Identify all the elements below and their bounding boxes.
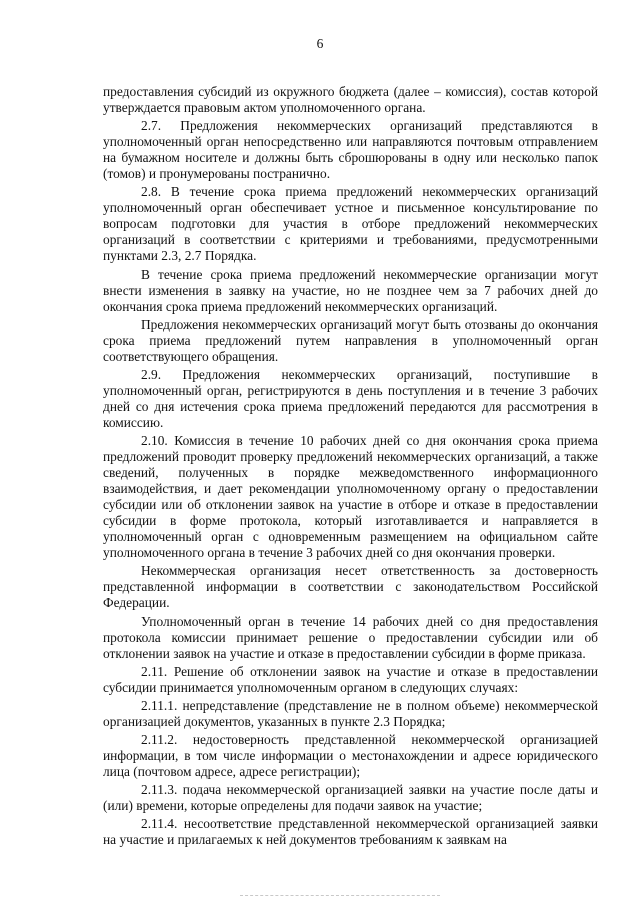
- paragraph: 2.11.4. несоответствие представленной некоммерческой организацией заявки на участие и прилагаемых к ней документов требованиям к заявкам на: [103, 816, 598, 848]
- paragraph: 2.11.2. недостоверность представленной некоммерческой организацией информации, в том числе информации о местонахождении и адресе юридического лица (почтовом адресе, адресе регистрации);: [103, 731, 598, 779]
- paragraph: Некоммерческая организация несет ответственность за достоверность представленной информации в соответствии с законодательством Российской Федерации.: [103, 563, 598, 611]
- paragraph: Уполномоченный орган в течение 14 рабочих дней со дня предоставления протокола комиссии принимает решение о предоставлении субсидии или об отклонении заявок на участие и отказе в предоставлении субсидии в форме приказа.: [103, 613, 598, 661]
- paragraph: 2.8. В течение срока приема предложений некоммерческих организаций уполномоченный орган обеспечивает устное и письменное консультирование по вопросам подготовки для участия в отборе предложений некоммерческих организаций в соответствии с критериями и требованиями, предусмотренными пунктами 2.3, 2.7 Порядка.: [103, 184, 598, 264]
- paragraph: 2.10. Комиссия в течение 10 рабочих дней со дня окончания срока приема предложений проводит проверку предложений некоммерческих организаций, а также сведений, полученных в порядке межведомственного информационного взаимодействия, и дает рекомендации уполномоченному органу о предоставлении субсидии или об отклонении заявок на участие в отборе и отказе в предоставлении субсидии в форме протокола, который изготавливается и направляется в уполномоченный орган с одновременным размещением на официальном сайте уполномоченного органа в течение 3 рабочих дней со дня окончания проверки.: [103, 432, 598, 561]
- document-body: [103, 84, 598, 848]
- scan-edge-mark: [240, 895, 440, 900]
- paragraph: 2.11.3. подача некоммерческой организацией заявки на участие после даты и (или) времени, которые определены для подачи заявок на участие;: [103, 781, 598, 814]
- paragraph: предоставления субсидий из окружного бюджета (далее – комиссия), состав которой утверждается правовым актом уполномоченного органа.: [103, 84, 598, 116]
- paragraph: 2.11. Решение об отклонении заявок на участие и отказе в предоставлении субсидии принимается уполномоченным органом в следующих случаях:: [103, 663, 598, 695]
- paragraph: В течение срока приема предложений некоммерческие организации могут внести изменения в заявку на участие, но не позднее чем за 7 рабочих дней до окончания срока приема предложений некоммерческих организаций.: [103, 266, 598, 314]
- paragraph: 2.7. Предложения некоммерческих организаций представляются в уполномоченный орган непосредственно или направляются почтовым отправлением на бумажном носителе и должны быть сброшюрованы в одну или несколько папок (томов) и пронумерованы постранично.: [103, 118, 598, 182]
- page-number: 6: [316, 36, 324, 51]
- paragraph: 2.11.1. непредставление (представление не в полном объеме) некоммерческой организацией документов, указанных в пункте 2.3 Порядка;: [103, 697, 598, 729]
- paragraph: Предложения некоммерческих организаций могут быть отозваны до окончания срока приема предложений путем направления в уполномоченный орган соответствующего обращения.: [103, 316, 598, 364]
- paragraph: 2.9. Предложения некоммерческих организаций, поступившие в уполномоченный орган, регистрируются в день поступления и в течение 3 рабочих дней со дня истечения срока приема предложений передаются для рассмотрения в комиссию.: [103, 366, 598, 430]
